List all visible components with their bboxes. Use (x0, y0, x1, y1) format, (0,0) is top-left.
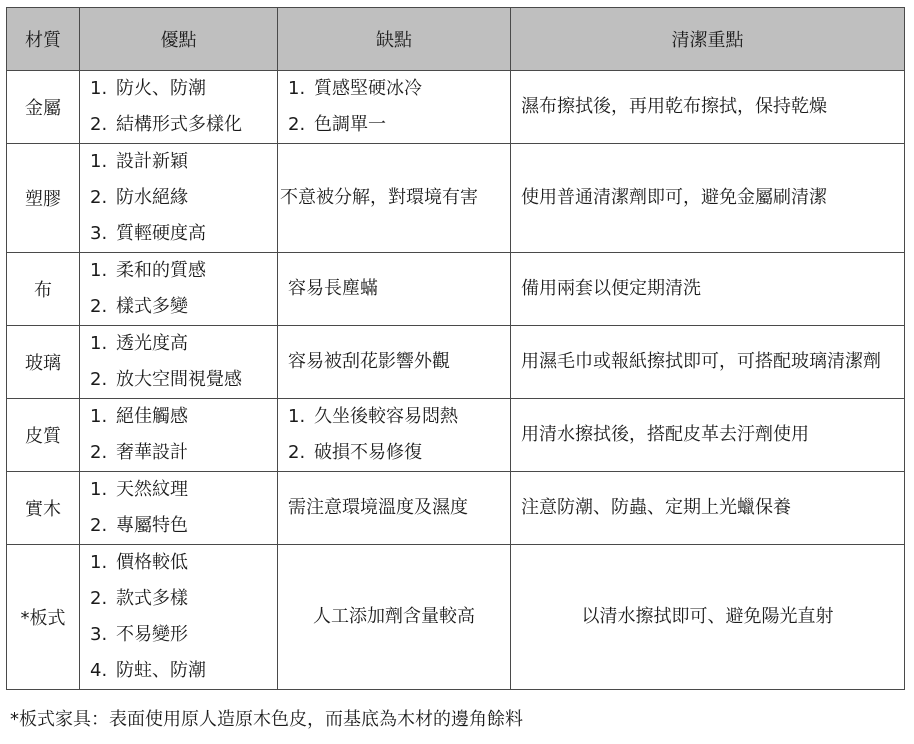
pros-item-text: 樣式多變 (116, 296, 188, 317)
cleaning-cell: 用清水擦拭後，搭配皮革去汙劑使用 (511, 399, 905, 472)
pros-item-text: 絕佳觸感 (116, 406, 188, 427)
material-cell: 皮質 (7, 399, 80, 472)
pros-item-text: 專屬特色 (116, 515, 188, 536)
list-item: 1. 質感堅硬冰冷 (288, 78, 422, 99)
list-item: 2. 防水絕緣 (90, 187, 188, 208)
pros-list (80, 545, 277, 689)
list-item: 1. 天然紋理 (90, 479, 188, 500)
list-item: 2. 專屬特色 (90, 515, 188, 536)
list-item: 1. 久坐後較容易悶熱 (288, 406, 458, 427)
pros-list (80, 472, 277, 544)
list-item: 2. 奢華設計 (90, 442, 188, 463)
cons-cell: 容易長塵蟎 (278, 253, 511, 326)
list-item: 1. 價格較低 (90, 552, 188, 573)
table-row (7, 472, 905, 545)
table-row (7, 545, 905, 690)
material-cell: 玻璃 (7, 326, 80, 399)
pros-item-text: 防火、防潮 (116, 78, 206, 99)
list-item: 3. 質輕硬度高 (90, 223, 206, 244)
cons-item-text: 色調單一 (314, 114, 386, 135)
material-cell: 實木 (7, 472, 80, 545)
cons-cell (278, 399, 511, 472)
table-header (7, 8, 905, 71)
list-item: 4. 防蛀、防潮 (90, 660, 206, 681)
list-item: 1. 柔和的質感 (90, 260, 206, 281)
cleaning-cell: 使用普通清潔劑即可，避免金屬刷清潔 (511, 144, 905, 253)
pros-list (80, 399, 277, 471)
cleaning-cell: 備用兩套以便定期清洗 (511, 253, 905, 326)
pros-item-text: 透光度高 (116, 333, 188, 354)
list-item: 2. 放大空間視覺感 (90, 369, 242, 390)
header-material: 材質 (7, 8, 80, 71)
list-item: 1. 防火、防潮 (90, 78, 206, 99)
pros-list (80, 326, 277, 398)
table-row (7, 399, 905, 472)
cons-item-text: 質感堅硬冰冷 (314, 78, 422, 99)
material-cell: 布 (7, 253, 80, 326)
pros-cell (80, 545, 278, 690)
cons-item-text: 破損不易修復 (314, 442, 422, 463)
pros-cell (80, 71, 278, 144)
table-row (7, 71, 905, 144)
list-item: 2. 結構形式多樣化 (90, 114, 242, 135)
cleaning-cell: 濕布擦拭後，再用乾布擦拭，保持乾燥 (511, 71, 905, 144)
list-item: 2. 色調單一 (288, 114, 386, 135)
pros-item-text: 結構形式多樣化 (116, 114, 242, 135)
pros-list (80, 253, 277, 325)
pros-cell (80, 144, 278, 253)
list-item: 2. 款式多樣 (90, 588, 188, 609)
header-row (7, 8, 905, 71)
pros-list (80, 71, 277, 143)
list-item: 3. 不易變形 (90, 624, 188, 645)
pros-item-text: 柔和的質感 (116, 260, 206, 281)
material-cell: *板式 (7, 545, 80, 690)
header-pros: 優點 (80, 8, 278, 71)
list-item: 2. 破損不易修復 (288, 442, 422, 463)
cons-cell: 容易被刮花影響外觀 (278, 326, 511, 399)
header-cleaning: 清潔重點 (511, 8, 905, 71)
pros-item-text: 價格較低 (116, 552, 188, 573)
materials-table (6, 7, 905, 690)
cons-cell: 不意被分解，對環境有害 (278, 144, 511, 253)
pros-cell (80, 472, 278, 545)
pros-item-text: 放大空間視覺感 (116, 369, 242, 390)
list-item: 1. 絕佳觸感 (90, 406, 188, 427)
table-row (7, 326, 905, 399)
pros-cell (80, 399, 278, 472)
list-item: 2. 樣式多變 (90, 296, 188, 317)
footnote: *板式家具：表面使用原人造原木色皮，而基底為木材的邊角餘料 (10, 709, 523, 730)
table-body (7, 71, 905, 690)
material-cell: 塑膠 (7, 144, 80, 253)
pros-list (80, 144, 277, 252)
pros-item-text: 奢華設計 (116, 442, 188, 463)
pros-item-text: 設計新穎 (116, 151, 188, 172)
cons-cell (278, 71, 511, 144)
table-row (7, 144, 905, 253)
pros-cell (80, 326, 278, 399)
pros-item-text: 不易變形 (116, 624, 188, 645)
cons-cell: 人工添加劑含量較高 (278, 545, 511, 690)
pros-item-text: 天然紋理 (116, 479, 188, 500)
pros-item-text: 款式多樣 (116, 588, 188, 609)
cons-item-text: 久坐後較容易悶熱 (314, 406, 458, 427)
material-cell: 金屬 (7, 71, 80, 144)
cons-list (278, 399, 510, 471)
pros-item-text: 防水絕緣 (116, 187, 188, 208)
cleaning-cell: 以清水擦拭即可、避免陽光直射 (511, 545, 905, 690)
pros-item-text: 防蛀、防潮 (116, 660, 206, 681)
cleaning-cell: 注意防潮、防蟲、定期上光蠟保養 (511, 472, 905, 545)
pros-item-text: 質輕硬度高 (116, 223, 206, 244)
list-item: 1. 透光度高 (90, 333, 188, 354)
cons-cell: 需注意環境溫度及濕度 (278, 472, 511, 545)
list-item: 1. 設計新穎 (90, 151, 188, 172)
header-cons: 缺點 (278, 8, 511, 71)
cleaning-cell: 用濕毛巾或報紙擦拭即可，可搭配玻璃清潔劑 (511, 326, 905, 399)
cons-list (278, 71, 510, 143)
pros-cell (80, 253, 278, 326)
table-row (7, 253, 905, 326)
